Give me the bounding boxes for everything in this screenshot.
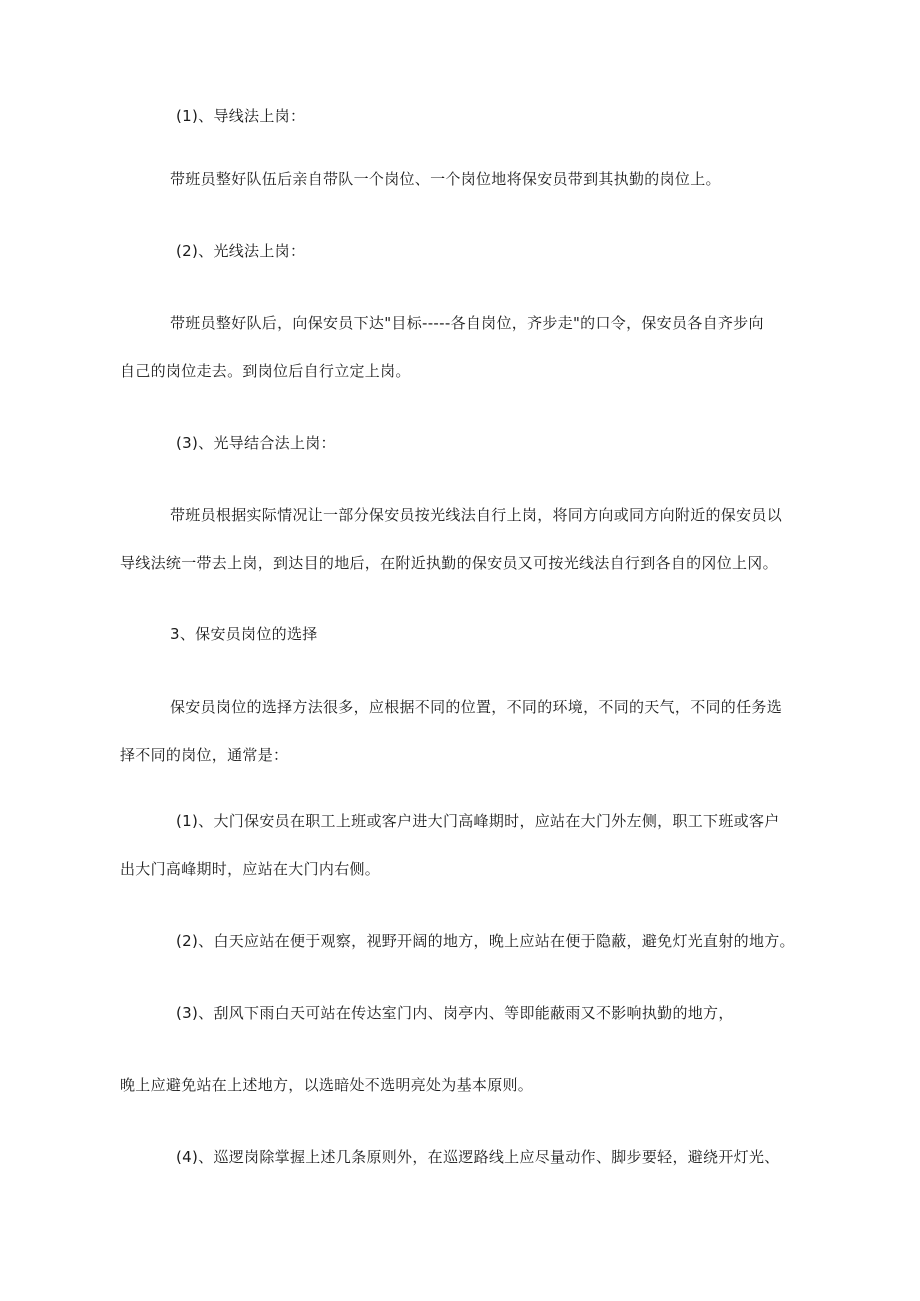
paragraph-line: 自己的岗位走去。到岗位后自行立定上岗。 (120, 362, 411, 380)
list-item-line: 晚上应避免站在上述地方，以选暗处不选明亮处为基本原则。 (120, 1076, 534, 1094)
paragraph-line: 带班员根据实际情况让一部分保安员按光线法自行上岗，将同方向或同方向附近的保安员以 (170, 506, 783, 524)
paragraph-line: 择不同的岗位，通常是： (120, 746, 289, 764)
list-item-line: (2)、白天应站在便于观察，视野开阔的地方，晚上应站在便于隐蔽，避免灯光直射的地方。 (176, 932, 795, 950)
list-item-line: (1)、大门保安员在职工上班或客户进大门高峰期时，应站在大门外左侧，职工下班或客户 (176, 812, 780, 830)
subheading-light-line-method: (2)、光线法上岗： (176, 242, 306, 260)
subheading-guided-method: (1)、导线法上岗： (176, 107, 306, 125)
paragraph-line: 保安员岗位的选择方法很多，应根据不同的位置，不同的环境，不同的天气，不同的任务选 (170, 698, 783, 716)
list-item-line: (4)、巡逻岗除掌握上述几条原则外，在巡逻路线上应尽量动作、脚步要轻，避绕开灯光、 (176, 1148, 780, 1166)
paragraph-line: 带班员整好队伍后亲自带队一个岗位、一个岗位地将保安员带到其执勤的岗位上。 (170, 170, 721, 188)
section-heading: 3、保安员岗位的选择 (170, 625, 318, 643)
paragraph-line: 带班员整好队后，向保安员下达"目标-----各自岗位，齐步走"的口令，保安员各自齐步向 (170, 314, 764, 332)
list-item-line: 出大门高峰期时，应站在大门内右侧。 (120, 860, 381, 878)
subheading-combined-method: (3)、光导结合法上岗： (176, 434, 336, 452)
list-item-line: (3)、刮风下雨白天可站在传达室门内、岗亭内、等即能蔽雨又不影响执勤的地方， (176, 1004, 734, 1022)
paragraph-line: 导线法统一带去上岗，到达目的地后，在附近执勤的保安员又可按光线法自行到各自的冈位上冈。 (120, 554, 778, 572)
